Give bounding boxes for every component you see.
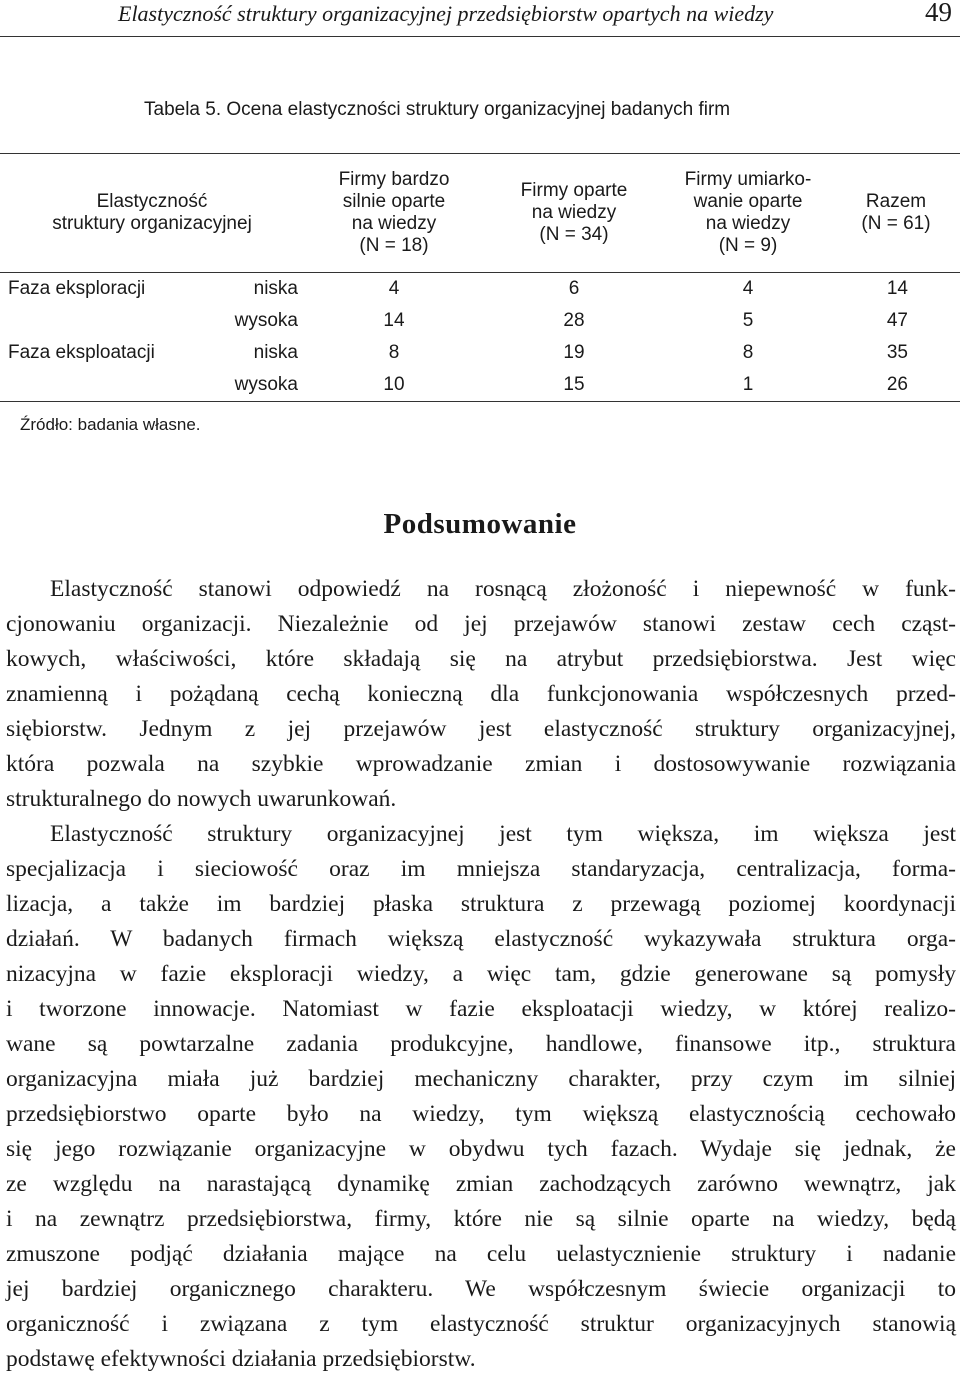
header-line: (N = 18) [359, 235, 429, 256]
phase-cell [0, 369, 190, 402]
text-line: jej bardziej organicznego charakteru. We współczesnym świecie organizacji to [6, 1276, 956, 1302]
value-cell: 14 [383, 310, 405, 331]
total-cell: 47 [886, 310, 908, 331]
table-row [0, 337, 960, 369]
text-line: wane są powtarzalne zadania produkcyjne, handlowe, finansowe itp., struktura [6, 1031, 956, 1057]
header-line: Firmy umiarko- [684, 169, 812, 190]
value-cell: 8 [742, 342, 754, 363]
header-line: Firmy bardzo [338, 169, 450, 190]
table-row [0, 273, 960, 306]
text-line: organizacyjna miała już bardziej mechaniczny charakter, przy czym im silniej [6, 1066, 956, 1092]
table-source-note: Źródło: badania własne. [20, 415, 201, 434]
value-cell: 19 [563, 342, 585, 363]
text-line: i na zewnątrz przedsiębiorstwa, firmy, które nie są silnie oparte na wiedzy, będą [6, 1206, 956, 1232]
level-cell: niska [253, 278, 298, 299]
table-caption: Tabela 5. Ocena elastyczności struktury organizacyjnej badanych firm [144, 99, 731, 120]
text-line: strukturalnego do nowych uwarunkowań. [6, 786, 397, 812]
text-line: przedsiębiorstwo oparte było na wiedzy, tym większą elastycznością cechowało [6, 1101, 956, 1127]
header-line: (N = 34) [539, 224, 609, 245]
header-line: na wiedzy [351, 213, 437, 234]
header-line: wanie oparte [693, 191, 803, 212]
total-cell: 14 [886, 278, 908, 299]
header-line: (N = 9) [718, 235, 778, 256]
text-line: i tworzone innowacje. Natomiast w fazie eksploatacji wiedzy, w której realizo- [6, 996, 956, 1022]
header-line: Firmy oparte [520, 180, 628, 201]
phase-cell [0, 305, 190, 337]
text-line: Elastyczność stanowi odpowiedź na rosnącą złożoność i niepewność w funk- [50, 576, 956, 602]
total-cell: 26 [832, 369, 960, 402]
value-cell: 6 [568, 278, 580, 299]
value-cell: 28 [563, 310, 585, 331]
header-very-strongly-based [304, 154, 484, 273]
text-line: która pozwala na szybkie wprowadzanie zmian i dostosowywanie rozwiązania [6, 751, 956, 777]
text-line: działań. W badanych firmach większą elastyczność wykazywała struktura orga- [6, 926, 956, 952]
header-elasticity [0, 154, 304, 273]
table-row [0, 369, 960, 402]
body-text [6, 572, 956, 1377]
running-header [0, 0, 960, 37]
header-line: (N = 61) [861, 213, 931, 234]
value-cell: 5 [742, 310, 754, 331]
table-row [0, 305, 960, 337]
header-based [484, 154, 664, 273]
paragraph [6, 817, 956, 1377]
header-line: Elastyczność [96, 191, 208, 212]
text-line: kowych, właściwości, które składają się na atrybut przedsiębiorstwa. Jest więc [6, 646, 956, 672]
value-cell: 4 [742, 278, 754, 299]
text-line: cjonowaniu organizacji. Niezależnie od jej przejawów stanowi zestaw cech cząst- [6, 611, 956, 637]
text-line: siębiorstw. Jednym z jej przejawów jest elastyczność struktury organizacyjnej, [6, 716, 956, 742]
value-cell: 15 [484, 369, 664, 402]
header-line: na wiedzy [705, 213, 791, 234]
running-title: Elastyczność struktury organizacyjnej przedsiębiorstw opartych na wiedzy [118, 1, 774, 26]
text-line: nizacyjna w fazie eksploracji wiedzy, a więc tam, gdzie generowane są pomysły [6, 961, 956, 987]
value-cell: 4 [388, 278, 400, 299]
phase-cell: Faza eksploracji [8, 278, 146, 299]
text-line: się jego rozwiązanie organizacyjne w obydwu tych fazach. Wydaje się jednak, że [6, 1136, 956, 1162]
text-line: Elastyczność struktury organizacyjnej jest tym większa, im większa jest [50, 821, 956, 847]
text-line: znamienną i pożądaną cechą konieczną dla funkcjonowania współczesnych przed- [6, 681, 956, 707]
text-line: organiczność i związana z tym elastyczność struktur organizacyjnych stanowią [6, 1311, 956, 1337]
text-line: zmuszone podjąć działania mające na celu uelastycznienie struktury i nadanie [6, 1241, 956, 1267]
text-line: podstawę efektywności działania przedsiębiorstw. [6, 1346, 476, 1372]
value-cell: 1 [664, 369, 832, 402]
table-header-row [0, 154, 960, 273]
text-line: specjalizacja i sieciowość oraz im mniejsza standaryzacja, centralizacja, forma- [6, 856, 956, 882]
phase-cell: Faza eksploatacji [8, 342, 155, 363]
text-line: ze względu na narastającą dynamikę zmian zachodzących zarówno wewnątrz, jak [6, 1171, 956, 1197]
text-line: lizacja, a także im bardziej płaska struktura z przewagą poziomej koordynacji [6, 891, 956, 917]
total-cell: 35 [886, 342, 908, 363]
header-moderately-based [664, 154, 832, 273]
header-total [832, 154, 960, 273]
section-heading: Podsumowanie [383, 508, 577, 540]
level-cell: wysoka [234, 310, 298, 331]
header-line: na wiedzy [531, 202, 617, 223]
page-number: 49 [925, 0, 952, 27]
value-cell: 8 [388, 342, 400, 363]
level-cell: wysoka [190, 369, 304, 402]
header-line: struktury organizacyjnej [52, 213, 252, 234]
header-line: Razem [865, 191, 927, 212]
level-cell: niska [253, 342, 298, 363]
value-cell: 10 [304, 369, 484, 402]
header-line: silnie oparte [342, 191, 446, 212]
elasticity-table [0, 153, 960, 402]
paragraph [6, 572, 956, 817]
